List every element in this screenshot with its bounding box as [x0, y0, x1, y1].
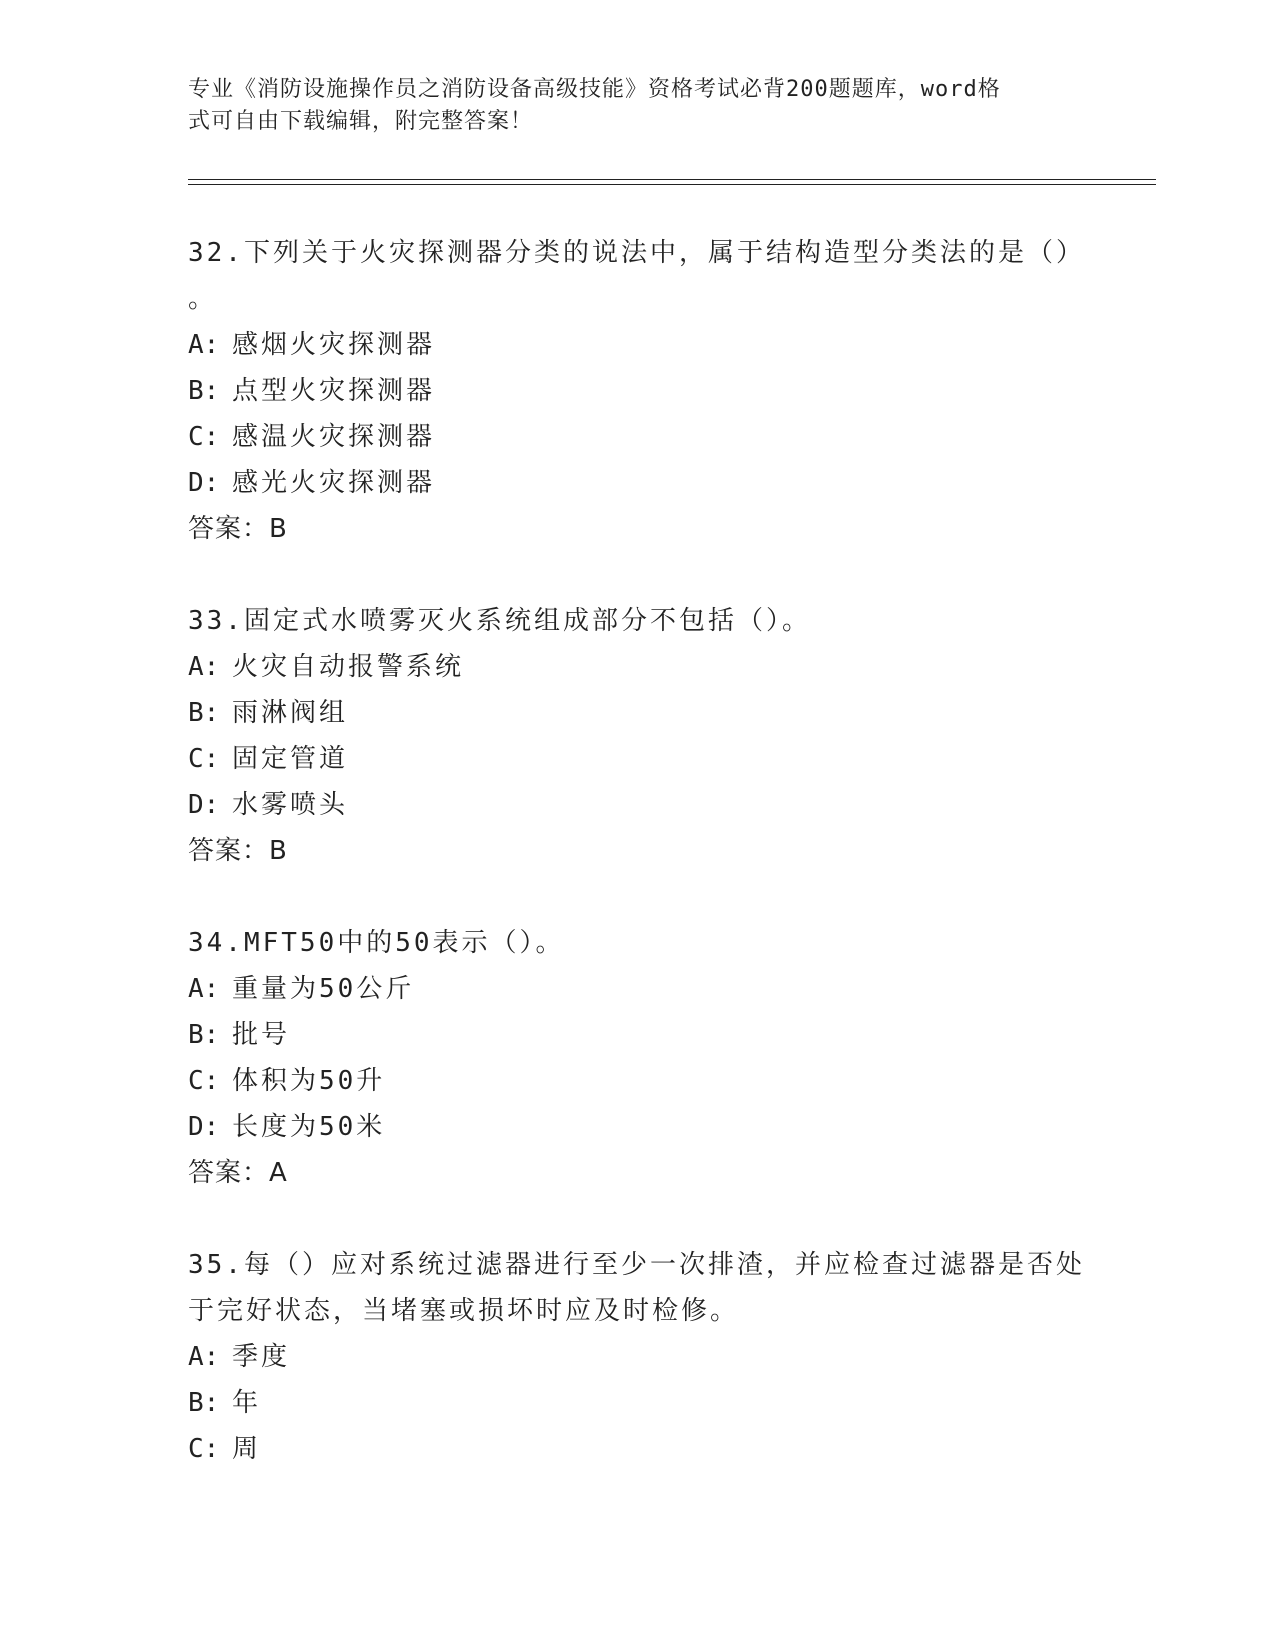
answer-line: 答案：B: [188, 836, 288, 866]
question-32: [188, 230, 1088, 552]
question-35: [188, 1242, 1088, 1472]
option-letter: D:: [188, 1112, 220, 1142]
option-letter: B:: [188, 376, 220, 406]
option-letter: B:: [188, 698, 220, 728]
option-d: [188, 1104, 1088, 1150]
spacer: [188, 552, 1088, 598]
spacer: [188, 874, 1088, 920]
header-line-1: 专业《消防设施操作员之消防设备高级技能》资格考试必背200题题库，word格: [188, 77, 1001, 102]
question-list: [188, 230, 1088, 1472]
option-letter: C:: [188, 1066, 220, 1096]
option-a: [188, 1334, 1088, 1380]
option-b: [188, 1012, 1088, 1058]
option-text: 周: [232, 1434, 262, 1464]
option-d: [188, 460, 1088, 506]
question-stem: 。: [188, 284, 218, 314]
option-text: 点型火灾探测器: [232, 376, 436, 406]
question-stem: 35.每（）应对系统过滤器进行至少一次排渣，并应检查过滤器是否处: [188, 1250, 1085, 1280]
option-letter: A:: [188, 652, 220, 682]
option-c: [188, 414, 1088, 460]
option-text: 感烟火灾探测器: [232, 330, 436, 360]
option-text: 季度: [232, 1342, 291, 1372]
option-a: [188, 322, 1088, 368]
option-letter: A:: [188, 974, 220, 1004]
answer-line: 答案：A: [188, 1158, 288, 1188]
option-c: [188, 1426, 1088, 1472]
question-stem: 34.MFT50中的50表示（）。: [188, 928, 565, 958]
option-letter: A:: [188, 1342, 220, 1372]
option-letter: D:: [188, 468, 220, 498]
option-b: [188, 1380, 1088, 1426]
question-33: [188, 598, 1088, 874]
option-text: 重量为50公斤: [232, 974, 415, 1004]
header-divider-bottom: [188, 184, 1156, 185]
option-c: [188, 1058, 1088, 1104]
option-b: [188, 368, 1088, 414]
option-letter: D:: [188, 790, 220, 820]
option-letter: C:: [188, 422, 220, 452]
option-c: [188, 736, 1088, 782]
option-text: 固定管道: [232, 744, 349, 774]
option-letter: C:: [188, 1434, 220, 1464]
spacer: [188, 1196, 1088, 1242]
option-text: 感光火灾探测器: [232, 468, 436, 498]
option-text: 体积为50升: [232, 1066, 386, 1096]
option-a: [188, 644, 1088, 690]
option-text: 感温火灾探测器: [232, 422, 436, 452]
answer-line: 答案：B: [188, 514, 288, 544]
option-letter: C:: [188, 744, 220, 774]
option-letter: B:: [188, 1388, 220, 1418]
question-stem: 32.下列关于火灾探测器分类的说法中，属于结构造型分类法的是（）: [188, 238, 1085, 268]
header-divider-top: [188, 179, 1156, 180]
option-a: [188, 966, 1088, 1012]
option-text: 年: [232, 1388, 262, 1418]
option-text: 雨淋阀组: [232, 698, 349, 728]
question-stem: 于完好状态，当堵塞或损坏时应及时检修。: [188, 1296, 740, 1326]
document-header: [188, 74, 1088, 138]
option-letter: B:: [188, 1020, 220, 1050]
header-line-2: 式可自由下载编辑，附完整答案！: [188, 109, 534, 134]
question-stem: 33.固定式水喷雾灭火系统组成部分不包括（）。: [188, 606, 811, 636]
option-text: 火灾自动报警系统: [232, 652, 465, 682]
option-d: [188, 782, 1088, 828]
option-text: 水雾喷头: [232, 790, 349, 820]
option-text: 长度为50米: [232, 1112, 386, 1142]
option-text: 批号: [232, 1020, 291, 1050]
option-b: [188, 690, 1088, 736]
question-34: [188, 920, 1088, 1196]
option-letter: A:: [188, 330, 220, 360]
